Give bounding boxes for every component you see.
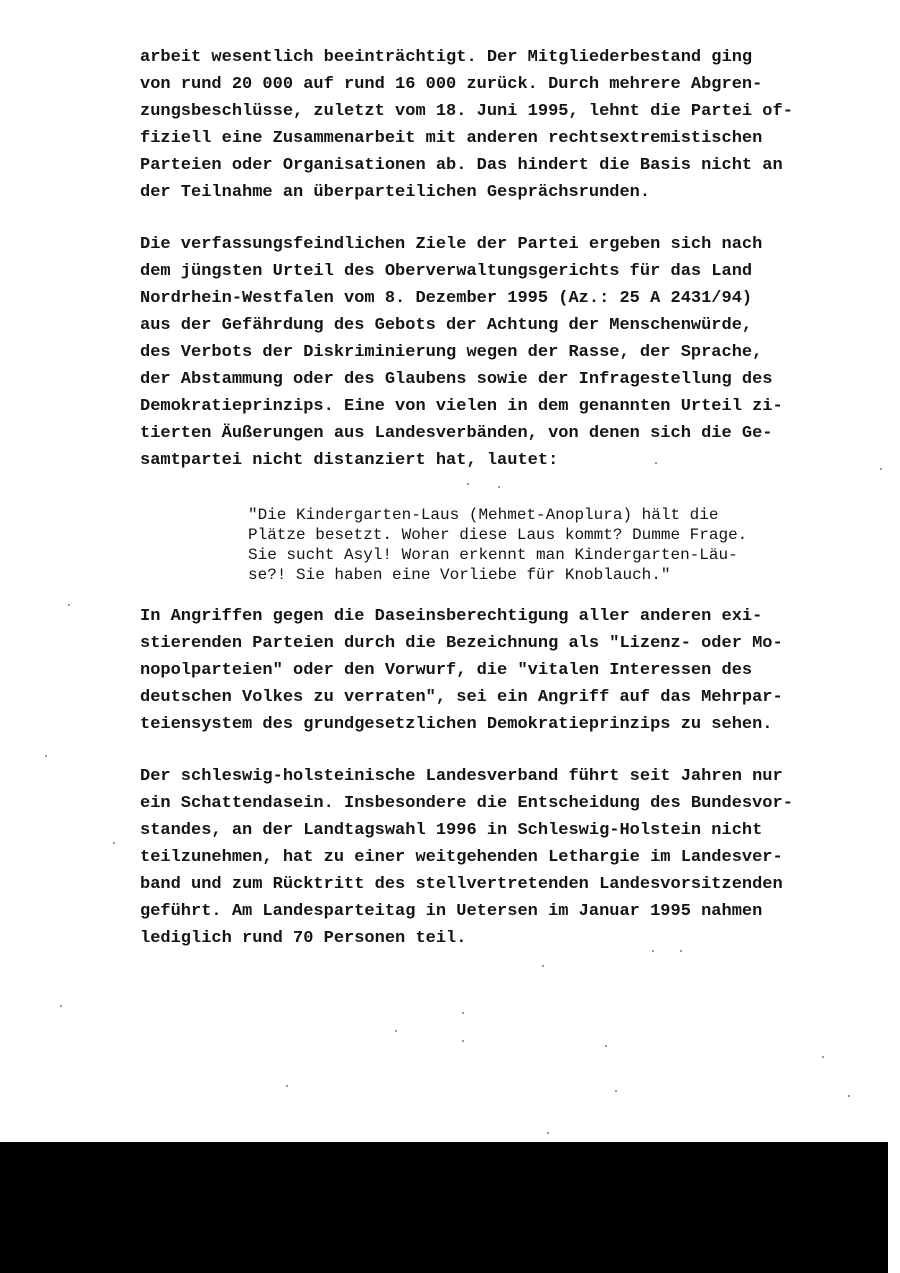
text-line: Demokratieprinzips. Eine von vielen in dem genannten Urteil zi- — [140, 397, 783, 416]
text-line: Die verfassungsfeindlichen Ziele der Partei ergeben sich nach — [140, 235, 763, 254]
scan-speck — [615, 1090, 617, 1092]
paragraph-regional-association — [140, 763, 793, 952]
scan-speck — [498, 486, 500, 488]
quote-line: Sie sucht Asyl! Woran erkennt man Kindergarten-Läu- — [248, 546, 738, 564]
scan-speck — [286, 1085, 288, 1087]
scan-speck — [68, 604, 70, 606]
text-line: von rund 20 000 auf rund 16 000 zurück. Durch mehrere Abgren- — [140, 75, 763, 94]
scan-speck — [848, 1095, 850, 1097]
text-line: der Abstammung oder des Glaubens sowie der Infragestellung des — [140, 370, 773, 389]
scan-speck — [655, 462, 657, 464]
text-line: zungsbeschlüsse, zuletzt vom 18. Juni 1995, lehnt die Partei of- — [140, 102, 793, 121]
paragraph-attacks-on-parties — [140, 603, 783, 738]
text-line: stierenden Parteien durch die Bezeichnung als "Lizenz- oder Mo- — [140, 634, 783, 653]
text-line: fiziell eine Zusammenarbeit mit anderen rechtsextremistischen — [140, 129, 763, 148]
quote-line: Plätze besetzt. Woher diese Laus kommt? Dumme Frage. — [248, 526, 748, 544]
scan-speck — [462, 1040, 464, 1042]
text-line: band und zum Rücktritt des stellvertretenden Landesvorsitzenden — [140, 875, 783, 894]
text-line: arbeit wesentlich beeinträchtigt. Der Mitgliederbestand ging — [140, 48, 753, 67]
text-line: geführt. Am Landesparteitag in Uetersen im Januar 1995 nahmen — [140, 902, 763, 921]
scan-speck — [45, 755, 47, 757]
scan-speck — [605, 1045, 607, 1047]
text-line: nopolparteien" oder den Vorwurf, die "vitalen Interessen des — [140, 661, 753, 680]
block-quote — [248, 505, 747, 585]
paragraph-membership — [140, 44, 793, 206]
paragraph-court-ruling — [140, 231, 783, 474]
text-line: ein Schattendasein. Insbesondere die Entscheidung des Bundesvor- — [140, 794, 793, 813]
quote-line: "Die Kindergarten-Laus (Mehmet-Anoplura) hält die — [248, 506, 719, 524]
text-line: der Teilnahme an überparteilichen Gesprächsrunden. — [140, 183, 651, 202]
scan-speck — [542, 965, 544, 967]
text-line: tierten Äußerungen aus Landesverbänden, von denen sich die Ge- — [140, 424, 773, 443]
text-line: deutschen Volkes zu verraten", sei ein Angriff auf das Mehrpar- — [140, 688, 783, 707]
scan-speck — [652, 950, 654, 952]
scan-speck — [462, 1012, 464, 1014]
text-line: Der schleswig-holsteinische Landesverband führt seit Jahren nur — [140, 767, 783, 786]
text-line: dem jüngsten Urteil des Oberverwaltungsgerichts für das Land — [140, 262, 753, 281]
text-line: teilzunehmen, hat zu einer weitgehenden Lethargie im Landesver- — [140, 848, 783, 867]
text-line: Parteien oder Organisationen ab. Das hindert die Basis nicht an — [140, 156, 783, 175]
scan-speck — [880, 468, 882, 470]
text-line: aus der Gefährdung des Gebots der Achtung der Menschenwürde, — [140, 316, 753, 335]
text-line: In Angriffen gegen die Daseinsberechtigung aller anderen exi- — [140, 607, 763, 626]
text-line: teiensystem des grundgesetzlichen Demokratieprinzips zu sehen. — [140, 715, 773, 734]
scan-speck — [395, 1030, 397, 1032]
text-line: des Verbots der Diskriminierung wegen der Rasse, der Sprache, — [140, 343, 763, 362]
scan-speck — [467, 483, 469, 485]
scan-speck — [547, 1132, 549, 1134]
scan-black-border — [0, 1142, 888, 1273]
text-line: standes, an der Landtagswahl 1996 in Schleswig-Holstein nicht — [140, 821, 763, 840]
scan-speck — [822, 1056, 824, 1058]
scan-speck — [60, 1005, 62, 1007]
quote-line: se?! Sie haben eine Vorliebe für Knoblauch." — [248, 566, 671, 584]
text-line: lediglich rund 70 Personen teil. — [140, 929, 467, 948]
text-line: Nordrhein-Westfalen vom 8. Dezember 1995 (Az.: 25 A 2431/94) — [140, 289, 753, 308]
scan-speck — [113, 842, 115, 844]
text-line: samtpartei nicht distanziert hat, lautet: — [140, 451, 559, 470]
scan-speck — [680, 950, 682, 952]
